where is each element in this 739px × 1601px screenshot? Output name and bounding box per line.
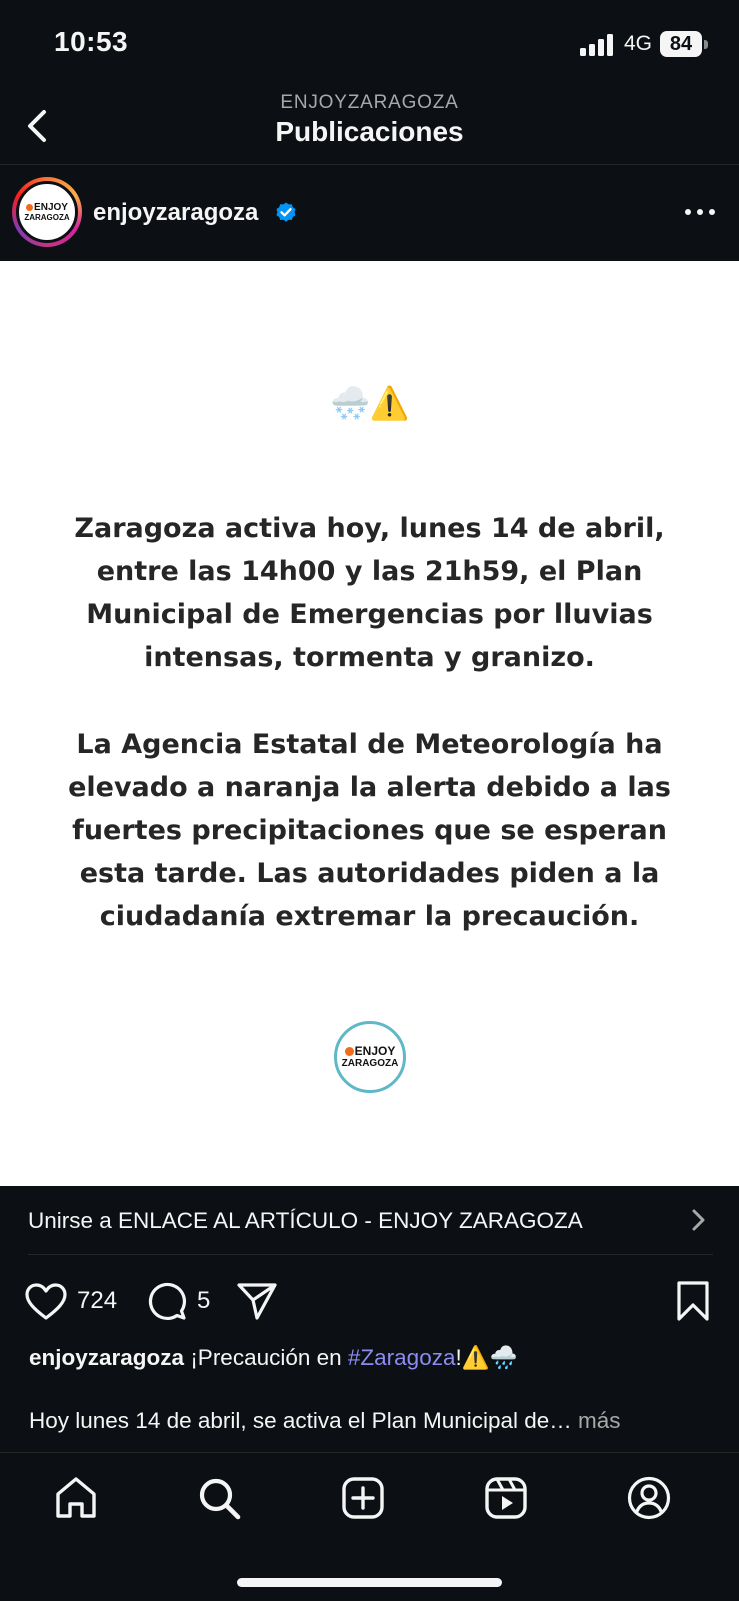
avatar[interactable] [16, 181, 78, 243]
more-options-icon[interactable] [683, 200, 717, 224]
status-bar [0, 0, 739, 90]
battery-level: 84 [660, 31, 702, 57]
reels-icon[interactable] [483, 1475, 529, 1521]
header-divider [0, 164, 739, 165]
profile-icon[interactable] [626, 1475, 672, 1521]
avatar-logo-line2: ZARAGOZA [24, 213, 70, 222]
image-logo-line2: ZARAGOZA [341, 1058, 399, 1069]
share-icon[interactable] [236, 1280, 278, 1322]
like-count[interactable]: 724 [77, 1287, 118, 1314]
join-article-link[interactable] [0, 1186, 739, 1254]
caption-hashtag[interactable]: #Zaragoza [347, 1345, 456, 1370]
link-banner-text: Unirse a ENLACE AL ARTÍCULO - ENJOY ZARAGOZA [28, 1208, 583, 1233]
image-logo-line1 [345, 1045, 396, 1058]
weather-warning-emoji: 🌨️⚠️ [330, 384, 410, 422]
comment-icon[interactable] [146, 1280, 188, 1322]
avatar-logo-text1: ENJOY [34, 202, 68, 213]
post-image-paragraph-1: Zaragoza activa hoy, lunes 14 de abril, entre las 14h00 y las 21h59, el Plan Municipal de Emergencias por lluvias intensas, tormenta y granizo. [74, 513, 665, 673]
battery-tip [704, 40, 708, 49]
chevron-right-icon [688, 1208, 710, 1232]
caption-preview: Hoy lunes 14 de abril, se activa el Plan Municipal de… [29, 1408, 579, 1433]
post-username[interactable]: enjoyzaragoza [93, 199, 259, 226]
post-image-paragraph-2: La Agencia Estatal de Meteorología ha elevado a naranja la alerta debido a las fuertes precipitaciones que se esperan esta tarde. Las autoridades piden a la ciudadanía extremar la precaución. [68, 729, 671, 932]
avatar-logo-line1 [26, 202, 68, 213]
comment-count[interactable]: 5 [197, 1287, 211, 1314]
more-link[interactable]: más [578, 1408, 621, 1433]
verified-badge-icon [274, 201, 298, 225]
network-type: 4G [624, 32, 653, 55]
logo-sun-icon [345, 1047, 354, 1056]
home-indicator [237, 1578, 502, 1587]
caption-username[interactable]: enjoyzaragoza [29, 1345, 185, 1370]
post-caption [29, 1345, 518, 1371]
header-account-name: ENJOYZARAGOZA [280, 92, 459, 113]
caption-emoji: !⚠️🌧️ [455, 1345, 518, 1370]
create-post-icon[interactable] [340, 1475, 386, 1521]
image-brand-logo [334, 1021, 406, 1093]
logo-sun-icon [26, 204, 33, 211]
cellular-signal-icon [580, 34, 618, 56]
search-icon[interactable] [196, 1475, 242, 1521]
banner-divider [28, 1254, 713, 1255]
caption-text: ¡Precaución en [184, 1345, 348, 1370]
image-logo-text1: ENJOY [354, 1044, 396, 1058]
status-time: 10:53 [54, 26, 129, 57]
page-title: Publicaciones [275, 116, 464, 147]
home-icon[interactable] [53, 1475, 99, 1521]
heart-icon[interactable] [24, 1282, 68, 1322]
bookmark-icon[interactable] [674, 1280, 712, 1322]
caption-line-2 [29, 1408, 621, 1434]
